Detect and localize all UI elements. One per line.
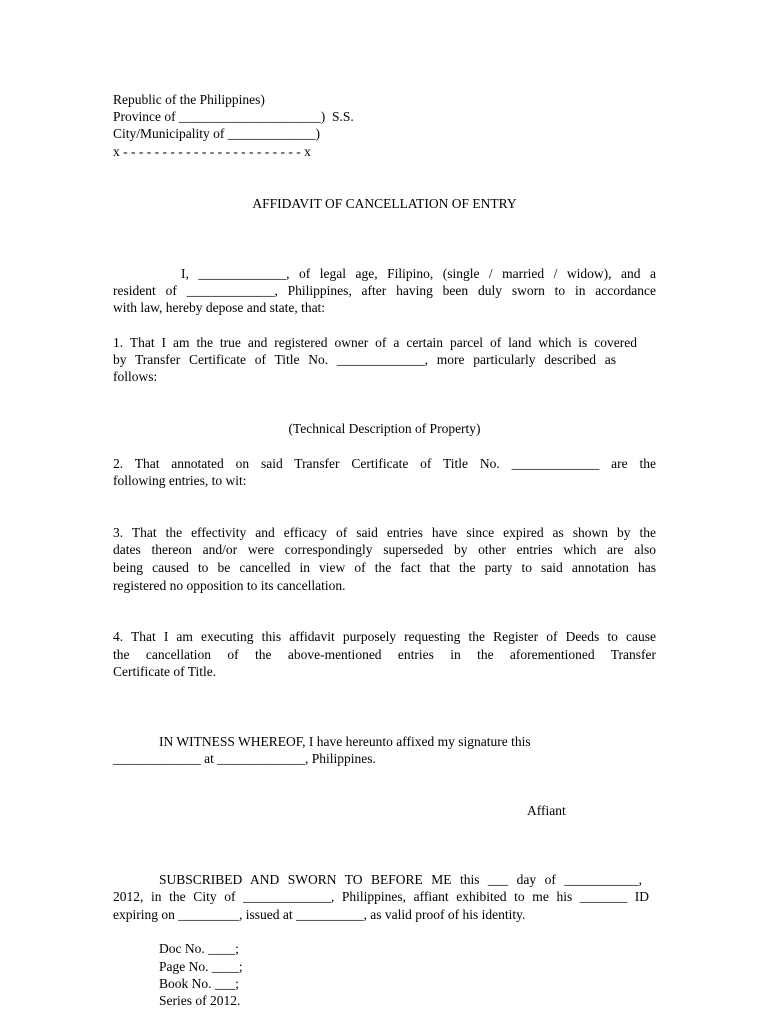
jurat-line-1: SUBSCRIBED AND SWORN TO BEFORE ME this ___ day of ___________, (159, 872, 642, 887)
caption-divider: x - - - - - - - - - - - - - - - - - - - - - - - x (113, 144, 311, 159)
affiant-label: Affiant (527, 803, 566, 818)
witness-line-2: _____________ at _____________, Philippines. (113, 751, 376, 766)
caption-city: City/Municipality of _____________) (113, 126, 320, 141)
caption-republic: Republic of the Philippines) (113, 92, 265, 107)
para4-line-1: 4. That I am executing this affidavit purposely requesting the Register of Deeds to cause (113, 629, 656, 644)
notarial-series: Series of 2012. (159, 993, 241, 1008)
para3-line-2: dates thereon and/or were correspondingly superseded by other entries which are also (113, 542, 656, 557)
intro-line-1: I, _____________, of legal age, Filipino, (single / married / widow), and a (181, 266, 656, 281)
notarial-page-no: Page No. ____; (159, 959, 243, 974)
caption-province: Province of _____________________) S.S. (113, 109, 354, 124)
para1-line-1: 1. That I am the true and registered owner of a certain parcel of land which is covered (113, 335, 637, 350)
para4-line-2: the cancellation of the above-mentioned entries in the aforementioned Transfer (113, 647, 656, 662)
technical-description: (Technical Description of Property) (288, 421, 481, 436)
intro-line-3: with law, hereby depose and state, that: (113, 300, 326, 315)
intro-line-2: resident of _____________, Philippines, after having been duly sworn to in accordance (113, 283, 656, 298)
jurat-line-2: 2012, in the City of _____________, Philippines, affiant exhibited to me his _______ ID (113, 889, 649, 904)
para1-line-3: follows: (113, 369, 158, 384)
para1-line-2: by Transfer Certificate of Title No. _____________, more particularly described as (113, 352, 616, 367)
notarial-doc-no: Doc No. ____; (159, 941, 239, 956)
para2-line-2: following entries, to wit: (113, 473, 247, 488)
notarial-book-no: Book No. ___; (159, 976, 239, 991)
para3-line-4: registered no opposition to its cancellation. (113, 578, 346, 593)
witness-line-1: IN WITNESS WHEREOF, I have hereunto affixed my signature this (159, 734, 531, 749)
document-title: AFFIDAVIT OF CANCELLATION OF ENTRY (252, 196, 517, 211)
para3-line-1: 3. That the effectivity and efficacy of said entries have since expired as shown by the (113, 525, 656, 540)
para3-line-3: being caused to be cancelled in view of the fact that the party to said annotation has (113, 560, 656, 575)
jurat-line-3: expiring on _________, issued at __________, as valid proof of his identity. (113, 907, 526, 922)
para2-line-1: 2. That annotated on said Transfer Certificate of Title No. _____________ are the (113, 456, 656, 471)
para4-line-3: Certificate of Title. (113, 664, 217, 679)
